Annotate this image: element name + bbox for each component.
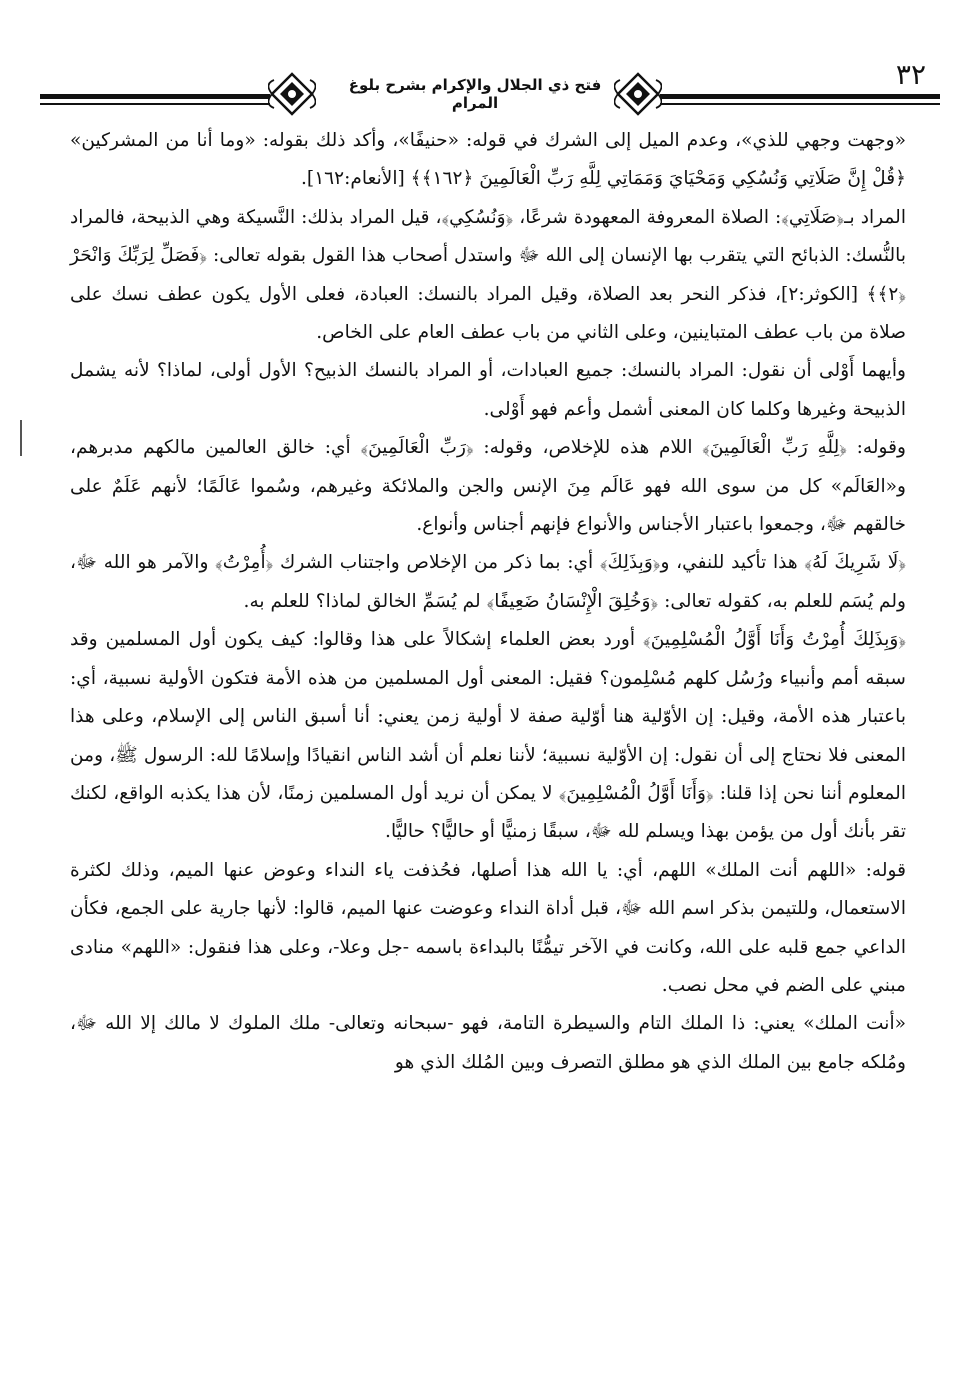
page-number: ٣٢ (895, 58, 926, 91)
paragraph-2: المراد بـ﴿صَلَاتِي﴾: الصلاة المعروفة المعهودة شرعًا، ﴿وَنُسُكِي﴾، قيل المراد بذلك: النَّسيكة وهي الذبيحة، فالمراد بالنُّسك: الذبائح التي يتقرب بها الإنسان إلى الله ﷻ واستدل أصحاب هذا القول بقوله تعالى: ﴿فَصَلِّ لِرَبِّكَ وَانْحَرْ ﴿٢﴾﴾ [الكوثر:٢]، فذكر النحر بعد الصلاة، وقيل المراد بالنسك: العبادة، فعلى الأول يكون عطف نسك على صلاة من باب عطف المتباينين، وعلى الثاني من باب عطف العام على الخاص. (70, 206, 907, 344)
margin-mark (20, 420, 22, 456)
paragraph-6: ﴿وَبِذَلِكَ أُمِرْتُ وَأَنَا أَوَّلُ الْمُسْلِمِينَ﴾ أورد بعض العلماء إشكالاً على هذا وقالوا: كيف يكون أول المسلمين وقد سبقه أمم وأنبياء ورُسُل كلهم مُسْلِمون؟ فقيل: المعنى أول المسلمين من هذه الأمة فتكون الأولية نسبية، أي: باعتبار هذه الأمة، وقيل: إن الأوّلية هنا أوّلية صفة لا أولية زمن يعني: أنا أسبق الناس إلى الإسلام، وعلى هذا المعنى فلا نحتاج إلى أن نقول: إن الأوّلية نسبية؛ لأننا نعلم أن أشد الناس انقيادًا وإسلامًا لله: الرسول ﷺ، ومن المعلوم أننا نحن إذا قلنا: ﴿وَأَنَا أَوَّلُ الْمُسْلِمِينَ﴾ لا يمكن أن نريد أول المسلمين زمنًا، لأن هذا يكذبه الواقع، لكنك تقر بأنك أول من يؤمن بهذا ويسلم لله ﷻ، سبقًا زمنيًّا أو حاليًّا؟ حاليًّا. (70, 629, 906, 843)
paragraph-4: وقوله: ﴿لِلَّهِ رَبِّ الْعَالَمِينَ﴾ اللام هذه للإخلاص، وقوله: ﴿رَبِّ الْعَالَمِينَ﴾ أي: خالق العالمين مالكهم مدبرهم، و«العَالَم» كل من سوى الله فهو عَالَم مِنَ الإنس والجن والملائكة وغيرهم، وسُموا عَالَمًا؛ لأنهم عَلَمٌ على خالقهم ﷻ، وجمعوا باعتبار الأجناس والأنواع فإنهم أجناس وأنواع. (70, 437, 906, 536)
ornament-left-icon (268, 70, 316, 118)
paragraph-3: وأيهما أَوْلى أن نقول: المراد بالنسك: جميع العبادات، أو المراد بالنسك الذبيح؟ الأول أولى، لماذا؟ لأنه يشمل الذبيحة وغيرها وكلما كان المعنى أشمل وأعم فهو أَوْلى. (70, 360, 906, 420)
paragraph-7: قوله: «اللهم أنت الملك» اللهم، أي: يا الله هذا أصلها، فحُذفت ياء النداء وعوض عنها الميم، وذلك لكثرة الاستعمال، وللتيمن بذكر اسم الله ﷻ، قبل أداة النداء وعوضت عنها الميم، قالوا: لأنها جارية على الجمع، فكأن الداعي جمع قلبه على الله، وكانت في الآخر تيمُّنًا بالبداءة باسمه -جل وعلا-، وعلى هذا فنقول: «اللهم» منادى مبني على الضم في محل نصب. (70, 859, 906, 996)
header-rule-right-thin (660, 103, 940, 105)
header-rule-right (660, 94, 940, 99)
header-rule-left-thin (40, 103, 270, 105)
page-body (70, 122, 906, 1082)
header-rule-left (40, 94, 270, 99)
page-header (40, 52, 940, 116)
paragraph-8: «أنت الملك» يعني: ذا الملك التام والسيطرة التامة، فهو -سبحانه وتعالى- ملك الملوك لا مالك إلا الله ﷻ، ومُلكه جامع بين الملك الذي هو مطلق التصرف وبين المُلك الذي هو (70, 1013, 906, 1073)
running-title: فتح ذي الجلال والإكرام بشرح بلوغ المرام (348, 76, 602, 112)
ornament-right-icon (614, 70, 662, 118)
paragraph-1: «وجهت وجهي للذي»، وعدم الميل إلى الشرك في قوله: «حنيفًا»، وأكد ذلك بقوله: «وما أنا من المشركين» ﴿قُلْ إِنَّ صَلَاتِي وَنُسُكِي وَمَحْيَايَ وَمَمَاتِي لِلَّهِ رَبِّ الْعَالَمِينَ ﴿١٦٢﴾﴾ [الأنعام:١٦٢]. (70, 130, 906, 190)
paragraph-5: ﴿لَا شَرِيكَ لَهُ﴾ هذا تأكيد للنفي، و﴿وَبِذَلِكَ﴾ أي: بما ذكر من الإخلاص واجتناب الشرك ﴿أُمِرْتُ﴾ والآمر هو الله ﷻ، ولم يُسَم للعلم به، كقوله تعالى: ﴿وَخُلِقَ الْإِنْسَانُ ضَعِيفًا﴾ لم يُسَمِّ الخالق لماذا؟ للعلم به. (70, 552, 906, 612)
